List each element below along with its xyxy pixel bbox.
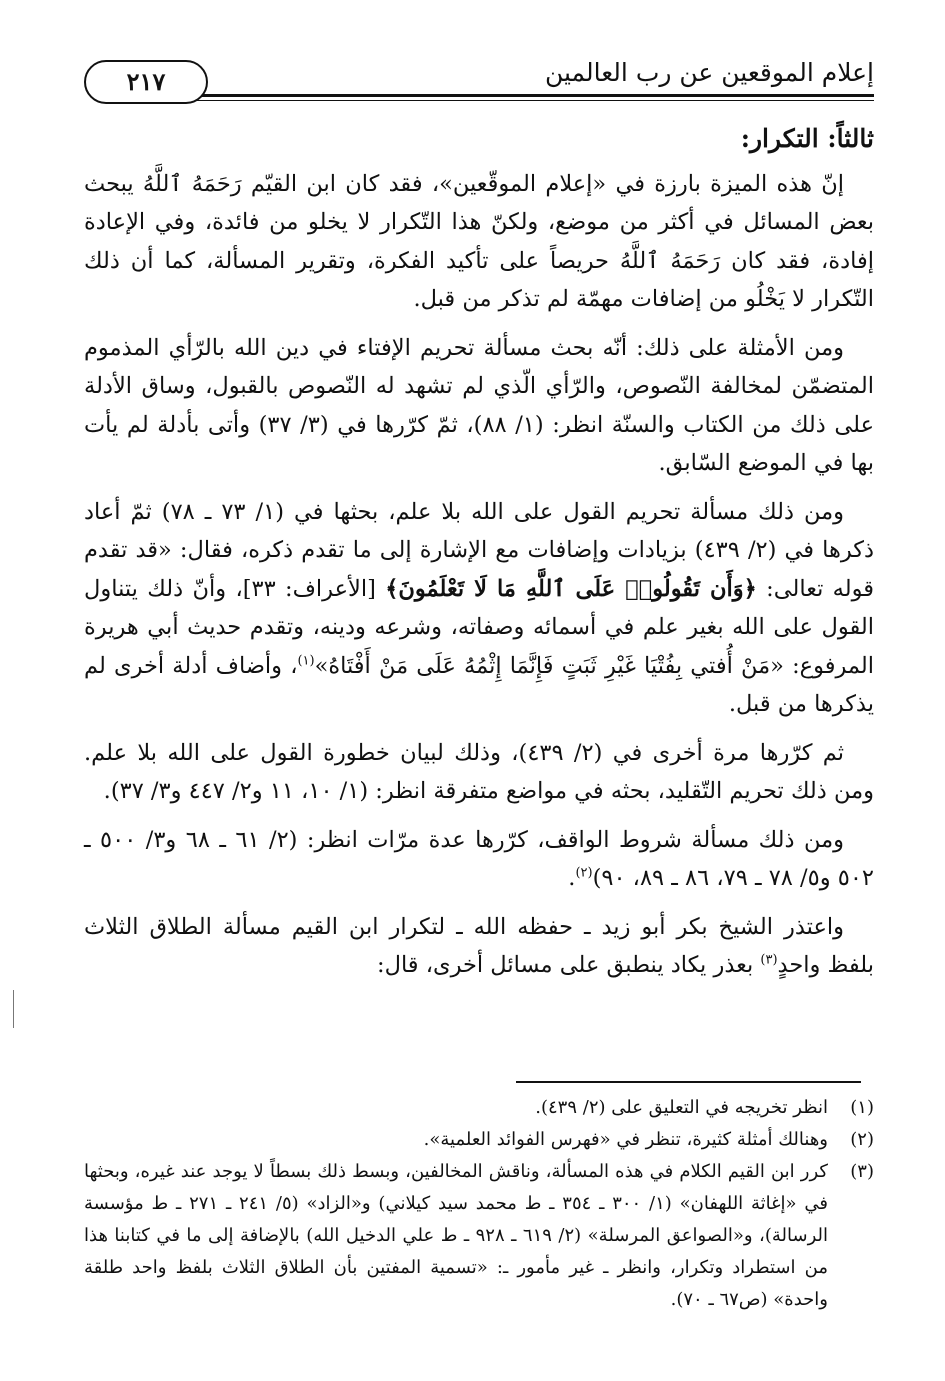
section-heading: ثالثاً: التكرار: bbox=[740, 124, 874, 153]
paragraph-3-text-c: ، وأضاف أدلة أخرى لم يذكرها من قبل. bbox=[84, 652, 874, 717]
paragraph-6-end: بعذر يكاد ينطبق على مسائل أخرى، قال: bbox=[377, 952, 761, 978]
paragraph-3-text-a: ومن ذلك مسألة تحريم القول على الله بلا علم، بحثها في (١/ ٧٣ ـ ٧٨) ثمّ أعاد ذكرها في (٢/ ٤٣٩) بزيادات وإضافات مع الإشارة إلى ما تقدم ذكره، فقال: «قد تقدم قوله تعالى: bbox=[84, 498, 874, 602]
footnote-1 bbox=[84, 1092, 874, 1124]
paragraph-2: ومن الأمثلة على ذلك: أنّه بحث مسألة تحريم الإفتاء في دين الله بالرّأي المذموم المتضمّن لمخالفة النّصوص، والرّأي الّذي لم تشهد له النّصوص بالقبول، وساق الأدلة على ذلك من الكتاب والسنّة انظر: (١/ ٨٨)، ثمّ كرّرها في (٣/ ٣٧) وأتى بأدلة لم يأت بها في الموضع السّابق. bbox=[84, 334, 875, 476]
footnote-number: (١) bbox=[850, 1097, 874, 1118]
page-number: ٢١٧ bbox=[84, 60, 208, 104]
paragraph-6-text: واعتذر الشيخ بكر أبو زيد ـ حفظه الله ـ لتكرار ابن القيم مسألة الطلاق الثلاث بلفظ واحدٍ bbox=[84, 913, 874, 978]
footnote-ref-2: (٢) bbox=[575, 865, 593, 881]
footnote-number: (٢) bbox=[850, 1129, 874, 1150]
page-header bbox=[84, 52, 874, 112]
paragraph-5-end: . bbox=[568, 865, 576, 891]
header-rule bbox=[172, 94, 874, 101]
running-title: إعلام الموقعين عن رب العالمين bbox=[544, 58, 874, 87]
footnote-ref-1: (١) bbox=[297, 653, 315, 668]
paragraph-6 bbox=[84, 908, 874, 985]
paragraph-3-text-b: [الأعراف: ٣٣]، وأنّ ذلك يتناول القول على الله بغير علم في أسمائه وصفاته، وشرعه ودينه، وتقدم حديث أبي هريرة المرفوع: «مَنْ أُفتي بِفُتْيَا غَيْرِ ثَبَتٍ فَإِنَّمَا إِثْمُهُ عَلَى مَنْ أَفْتَاهُ» bbox=[84, 575, 874, 679]
paragraph-1: إنّ هذه الميزة بارزة في «إعلام الموقّعين»، فقد كان ابن القيّم رَحَمَهُ ٱللَّهُ يبحث بعض المسائل في أكثر من موضع، ولكنّ هذا التّكرار لا يخلو من فائدة، وفي الإعادة إفادة، فقد كان رَحَمَهُ ٱللَّهُ حريصاً على تأكيد الفكرة، وتقرير المسألة، كما أن ذلك التّكرار لا يَخْلُو من إضافات مهمّة لم تذكر من قبل. bbox=[84, 170, 874, 312]
paragraph-3 bbox=[84, 493, 874, 724]
paragraph-5 bbox=[84, 821, 874, 898]
footnote-ref-3: (٣) bbox=[760, 952, 778, 968]
paragraph-4: ثم كرّرها مرة أخرى في (٢/ ٤٣٩)، وذلك لبيان خطورة القول على الله بلا علم. ومن ذلك تحريم التّقليد، بحثه في مواضع متفرقة انظر: (١/ ١٠، ١١ و٢/ ٤٤٧ و٣/ ٣٧). bbox=[84, 739, 874, 804]
footnotes bbox=[84, 1092, 874, 1316]
main-text bbox=[84, 120, 874, 995]
quran-verse: ﴿وَأَن تَقُولُوا۟ عَلَى ٱللَّهِ مَا لَا تَعْلَمُونَ﴾ bbox=[385, 575, 757, 602]
footnote-text: انظر تخريجه في التعليق على (٢/ ٤٣٩). bbox=[535, 1097, 828, 1118]
paragraph-5-text: ومن ذلك مسألة شروط الواقف، كرّرها عدة مرّات انظر: (٢/ ٦١ ـ ٦٨ و٣/ ٥٠٠ ـ ٥٠٢ و٥/ ٧٨ ـ ٧٩، ٨٦ ـ ٨٩، ٩٠) bbox=[84, 826, 874, 891]
margin-mark bbox=[13, 990, 14, 1028]
footnote-divider bbox=[516, 1081, 861, 1083]
footnote-number: (٣) bbox=[850, 1161, 874, 1182]
footnote-3 bbox=[84, 1156, 874, 1316]
footnote-text: وهنالك أمثلة كثيرة، تنظر في «فهرس الفوائد العلمية». bbox=[423, 1129, 828, 1150]
footnote-text: كرر ابن القيم الكلام في هذه المسألة، وناقش المخالفين، وبسط ذلك بسطاً لا يوجد عند غيره، وبحثها في «إغاثة اللهفان» (١/ ٣٠٠ ـ ٣٥٤ ـ ط محمد سيد كيلاني) و«الزاد» (٥/ ٢٤١ ـ ٢٧١ ـ ط مؤسسة الرسالة)، و«الصواعق المرسلة» (٢/ ٦١٩ ـ ٩٢٨ ـ ط علي الدخيل الله) بالإضافة إلى ما في كتابنا هذا من استطراد وتكرار، وانظر ـ غير مأمور ـ: «تسمية المفتين بأن الطلاق الثلاث بلفظ واحد طلقة واحدة» (ص٦٧ ـ ٧٠). bbox=[84, 1161, 828, 1310]
footnote-2 bbox=[84, 1124, 874, 1156]
